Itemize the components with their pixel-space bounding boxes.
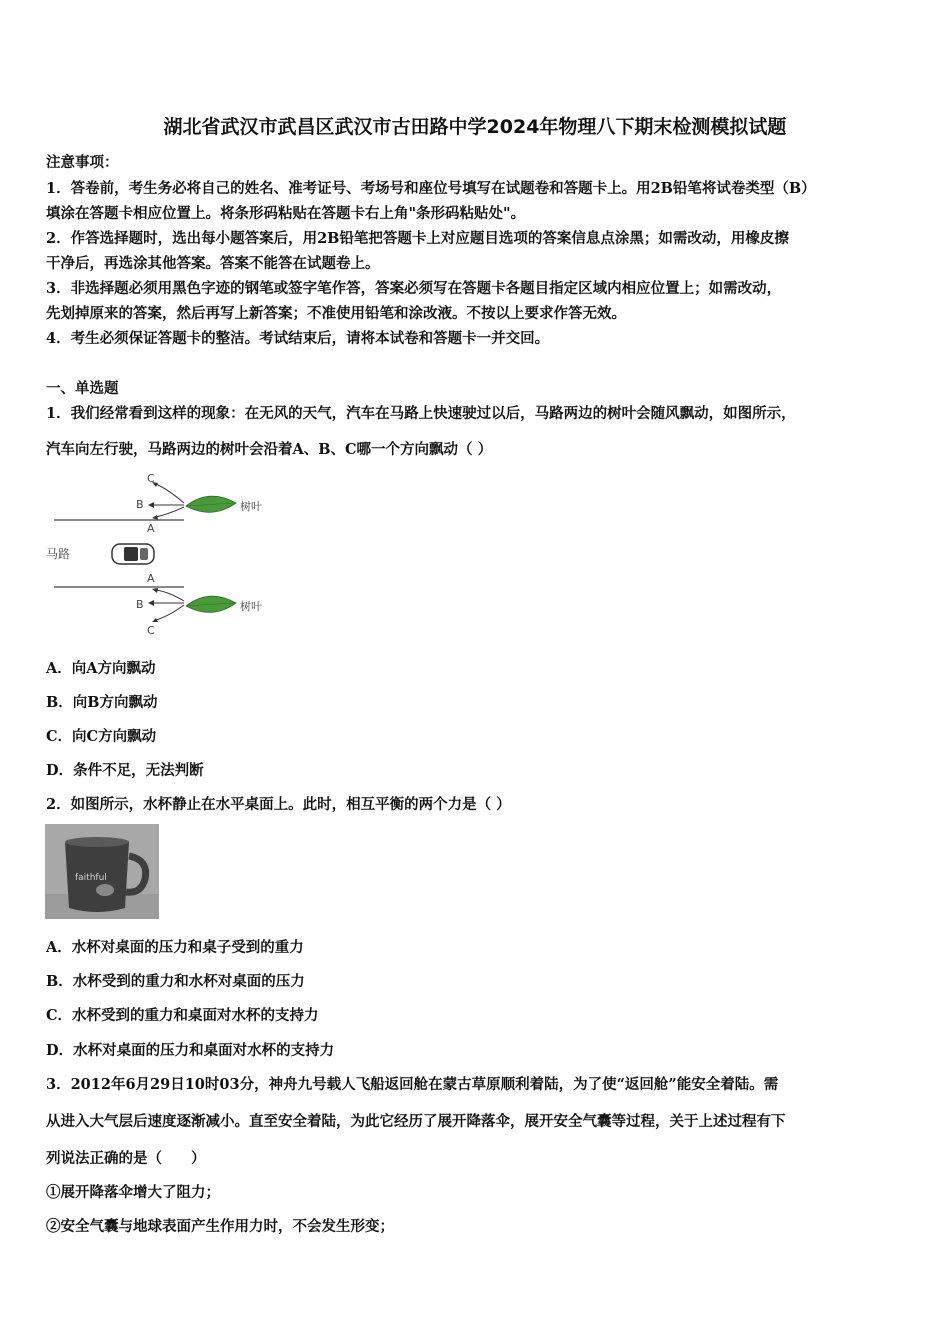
option: A．向A方向飘动 [46,660,156,677]
label-c: C [147,624,155,637]
question-3-text: 从进入大气层后速度逐渐减小。直至安全着陆，为此它经历了展开降落伞，展开安全气囊等过程，关于上述过程有下 [46,1113,786,1130]
cup-photo [45,824,159,919]
notice-line: 2．作答选择题时，选出每小题答案后，用2B铅笔把答题卡上对应题目选项的答案信息点涂黑；如需改动，用橡皮擦 [46,230,789,247]
option: B．水杯受到的重力和水杯对桌面的压力 [46,973,305,990]
road-leaf-figure [44,470,284,638]
option: D．水杯对桌面的压力和桌面对水杯的支持力 [46,1042,335,1059]
notice-line: 4．考生必须保证答题卡的整洁。考试结束后，请将本试卷和答题卡一并交回。 [46,330,550,347]
leaf-label: 树叶 [240,500,262,513]
option: B．向B方向飘动 [46,694,158,711]
statement-item: ②安全气囊与地球表面产生作用力时，不会发生形变； [46,1218,394,1235]
section-heading: 一、单选题 [46,380,119,397]
road-label: 马路 [46,547,71,561]
question-2-text: 2．如图所示，水杯静止在水平桌面上。此时，相互平衡的两个力是（ ） [46,796,511,813]
label-a: A [147,572,155,585]
question-1-text: 汽车向左行驶，马路两边的树叶会沿着A、B、C哪一个方向飘动（ ） [46,441,493,458]
notice-line: 先划掉原来的答案，然后再写上新答案；不准使用铅笔和涂改液。不按以上要求作答无效。 [46,305,626,322]
notice-line: 干净后，再选涂其他答案。答案不能答在试题卷上。 [46,255,380,272]
question-1-text: 1．我们经常看到这样的现象：在无风的天气，汽车在马路上快速驶过以后，马路两边的树叶会随风飘动，如图所示， [46,405,796,422]
label-b: B [136,498,144,511]
cup-label: faithful [75,873,107,883]
option: A．水杯对桌面的压力和桌子受到的重力 [46,939,304,956]
statement-item: ①展开降落伞增大了阻力； [46,1184,220,1201]
label-b: B [136,598,144,611]
notice-heading: 注意事项： [46,154,119,171]
label-a: A [147,522,155,535]
option: C．水杯受到的重力和桌面对水杯的支持力 [46,1007,319,1024]
notice-line: 填涂在答题卡相应位置上。将条形码粘贴在答题卡右上角"条形码粘贴处"。 [46,205,526,222]
question-3-text: 列说法正确的是（ ） [46,1150,206,1167]
option: D．条件不足，无法判断 [46,762,204,779]
label-c: C [147,472,155,485]
leaf-label: 树叶 [240,600,262,613]
leaf-icon [186,496,236,512]
question-3-text: 3．2012年6月29日10时03分，神舟九号载人飞船返回舱在蒙古草原顺利着陆，为了使“返回舱”能安全着陆。需 [46,1076,779,1093]
leaf-icon [186,596,236,612]
option: C．向C方向飘动 [46,728,157,745]
notice-line: 1．答卷前，考生务必将自己的姓名、准考证号、考场号和座位号填写在试题卷和答题卡上。用2B铅笔将试卷类型（B） [46,180,816,197]
page-title: 湖北省武汉市武昌区武汉市古田路中学2024年物理八下期末检测模拟试题 [163,116,787,138]
car-icon [112,544,154,564]
notice-line: 3．非选择题必须用黑色字迹的钢笔或签字笔作答，答案必须写在答题卡各题目指定区域内相应位置上；如需改动， [46,280,782,297]
